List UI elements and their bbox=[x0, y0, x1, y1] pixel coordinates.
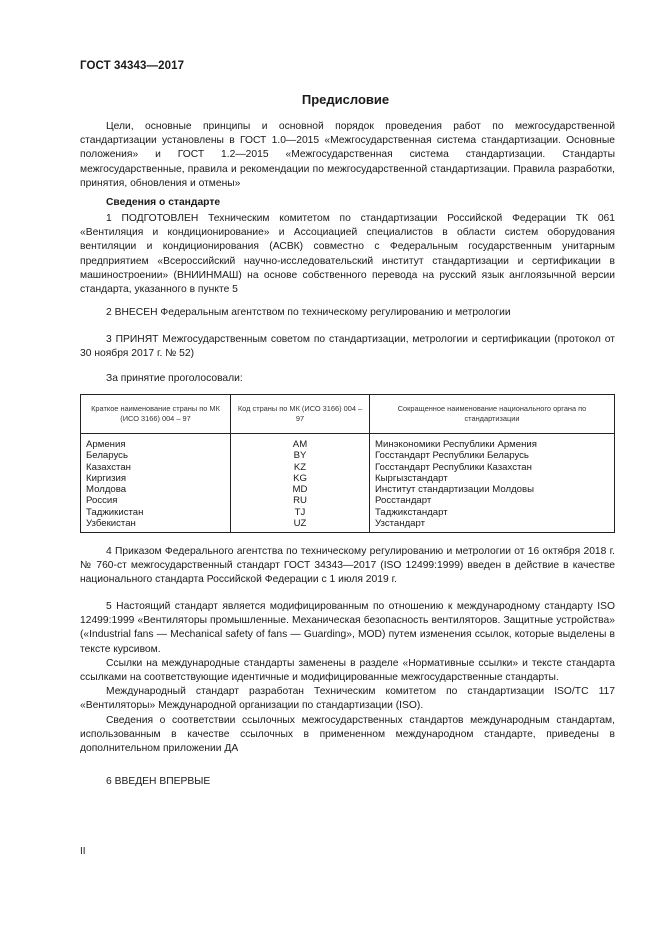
voted-label-text: За принятие проголосовали: bbox=[106, 373, 243, 384]
voting-table bbox=[80, 394, 615, 533]
country-code: TJ bbox=[294, 506, 306, 518]
item-5-text: Международный стандарт разработан Техническим комитетом по стандартизации ISO/TC 117 «Вентиляторы» Международной организации по стандартизации (ISO). bbox=[80, 686, 615, 712]
table-header-country: Краткое наименование страны по МК (ИСО 3166) 004 – 97 bbox=[81, 395, 231, 434]
intro-text: Цели, основные принципы и основной порядок проведения работ по межгосударственной стандартизации установлены в ГОСТ 1.0—2015 «Межгосударственная система стандартизации. Основные положения» и ГОСТ 1.2—2015 «Межгосударственная система стандартизации. Стандарты межгосударственные, правила и рекомендации по межгосударственной стандартизации. Правила разработки, принятия, обновления и отмены» bbox=[80, 121, 615, 189]
item-2-text: 2 ВНЕСЕН Федеральным агентством по техническому регулированию и метрологии bbox=[106, 307, 511, 318]
country-name: Россия bbox=[86, 495, 118, 507]
standards-body: Минэкономики Республики Армения bbox=[375, 439, 537, 450]
country-code: RU bbox=[293, 495, 307, 507]
item-5 bbox=[80, 600, 615, 756]
item-3 bbox=[80, 333, 615, 361]
standards-body: Таджикстандарт bbox=[375, 506, 448, 518]
table-header-body: Сокращенное наименование национального органа по стандартизации bbox=[370, 395, 615, 434]
item-3-text: 3 ПРИНЯТ Межгосударственным советом по стандартизации, метрологии и сертификации (протокол от 30 ноября 2017 г. № 52) bbox=[80, 334, 615, 360]
table-header-code: Код страны по МК (ИСО 3166) 004 – 97 bbox=[231, 395, 370, 434]
item-5-text: Ссылки на международные стандарты заменены в разделе «Нормативные ссылки» и тексте стандарта ссылками на соответствующие идентичные и модифицированные межгосударственные стандарты. bbox=[80, 657, 615, 684]
item-6-text: 6 ВВЕДЕН ВПЕРВЫЕ bbox=[106, 776, 211, 787]
item-1-text: 1 ПОДГОТОВЛЕН Техническим комитетом по стандартизации Российской Федерации ТК 061 «Вентиляция и кондиционирование» и Ассоциацией специалистов в области систем оборудования вентиляции и кондиционирования (АСВК) совместно с Федеральным государственным унитарным предприятием «Всероссийский научно-исследовательский институт стандартизации и сертификации в машиностроении» (ВНИИНМАШ) на основе собственного перевода на русский язык англоязычной версии стандарта, указанного в пункте 5 bbox=[80, 213, 615, 296]
country-code: UZ bbox=[293, 518, 307, 530]
standards-body: Институт стандартизации Молдовы bbox=[375, 484, 534, 496]
item-5-text: 5 Настоящий стандарт является модифицированным по отношению к международному стандарту ISO 12499:1999 «Вентиляторы промышленные. Механическая безопасность вентиляторов. Защитные устройства» («Industrial fans — Mechanical safety of fans — Guarding», MOD) путем изменения ссылок, которые выделены в тексте курсивом. bbox=[80, 601, 615, 655]
table-header-row bbox=[81, 395, 615, 434]
code-cell bbox=[231, 434, 370, 533]
page-title: Предисловие bbox=[301, 92, 390, 107]
country-name: Казахстан bbox=[86, 461, 131, 473]
country-code: MD bbox=[292, 484, 308, 496]
country-name: Армения bbox=[86, 439, 126, 450]
country-name: Киргизия bbox=[86, 472, 127, 484]
standards-body: Госстандарт Республики Казахстан bbox=[375, 461, 532, 473]
country-code: KG bbox=[293, 472, 307, 484]
country-code: AM bbox=[292, 439, 308, 450]
page-number: II bbox=[80, 846, 86, 857]
country-cell bbox=[81, 434, 231, 533]
standards-body: Росстандарт bbox=[375, 495, 432, 507]
item-4-text: 4 Приказом Федерального агентства по техническому регулированию и метрологии от 16 октября 2018 г. № 760-ст межгосударственный стандарт ГОСТ 34343—2017 (ISO 12499:1999) введен в действие в качестве национального стандарта Российской Федерации с 1 июля 2019 г. bbox=[80, 546, 615, 586]
standards-body: Узстандарт bbox=[375, 518, 426, 530]
standards-body: Кыргызстандарт bbox=[375, 472, 448, 484]
item-2 bbox=[80, 306, 615, 320]
item-4 bbox=[80, 545, 615, 588]
info-heading: Сведения о стандарте bbox=[106, 197, 221, 208]
body-cell bbox=[370, 434, 615, 533]
voted-label bbox=[80, 372, 615, 386]
standards-body: Госстандарт Республики Беларусь bbox=[375, 450, 529, 462]
intro-paragraph bbox=[80, 120, 615, 191]
country-name: Молдова bbox=[86, 484, 127, 496]
document-number: ГОСТ 34343—2017 bbox=[80, 60, 185, 72]
item-1 bbox=[80, 212, 615, 297]
item-6 bbox=[80, 775, 615, 789]
country-name: Узбекистан bbox=[86, 518, 136, 530]
table-row bbox=[81, 434, 615, 533]
item-5-text: Сведения о соответствии ссылочных межгосударственных стандартов международным стандартам, использованным в качестве ссылочных в примененном международном стандарте, приведены в дополнительном приложении ДА bbox=[80, 714, 615, 755]
country-name: Таджикистан bbox=[86, 506, 144, 518]
country-code: BY bbox=[293, 450, 307, 462]
country-code: KZ bbox=[293, 461, 307, 473]
country-name: Беларусь bbox=[86, 450, 128, 462]
